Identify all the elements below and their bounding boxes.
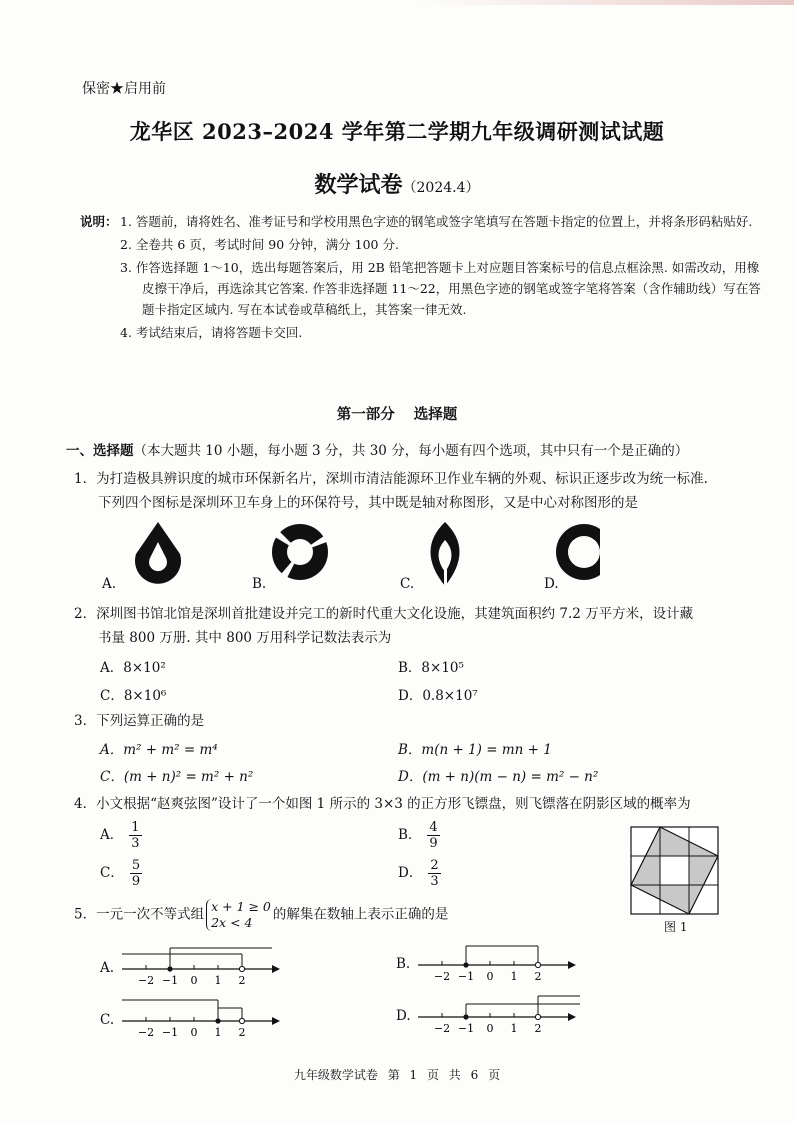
tick-label: 1 <box>510 970 518 983</box>
denominator: 3 <box>430 874 439 889</box>
tick-label: −1 <box>161 974 179 987</box>
numerator: 5 <box>131 858 141 873</box>
q4-option-d-label: D． <box>398 865 423 881</box>
question-1 <box>74 467 774 515</box>
denominator: 9 <box>429 836 438 851</box>
tick-label: 1 <box>510 1022 518 1035</box>
q5-option-d[interactable]: D. <box>396 1008 411 1024</box>
tick-label: 2 <box>534 1022 542 1035</box>
q1-option-d[interactable]: D. <box>544 576 559 592</box>
question-4 <box>74 792 784 816</box>
q4-option-b[interactable] <box>398 820 440 851</box>
question-5 <box>74 899 774 931</box>
symbol-a-teardrop-icon <box>135 522 181 584</box>
section-title: 第一部分 选择题 <box>336 406 458 423</box>
fraction <box>130 858 142 889</box>
inequality-system <box>206 899 271 931</box>
q3-option-d[interactable]: D．(m + n)(m − n) = m² − n² <box>398 769 599 785</box>
question-2 <box>74 602 774 650</box>
q5-option-c[interactable]: C. <box>100 1012 115 1028</box>
number-line-d <box>418 990 588 1036</box>
q4-option-c-label: C． <box>100 865 124 881</box>
symbol-b-trefoil-icon <box>270 524 332 584</box>
tick-label: −2 <box>137 1026 155 1039</box>
instruction-item: 1. 答题前，请将姓名、准考证号和学校用黑色字迹的钢笔或签字笔填写在答题卡指定的位置上，并将条形码粘贴好. <box>120 214 753 229</box>
question-1-symbols <box>100 518 600 590</box>
tick-label: −1 <box>457 970 475 983</box>
instruction-item: 2. 全卷共 6 页，考试时间 90 分钟，满分 100 分. <box>120 237 399 252</box>
q2-option-a[interactable]: A．8×10² <box>100 660 166 676</box>
subject-title: 数学试卷 <box>314 172 403 198</box>
number-line-c <box>122 994 282 1040</box>
part-description: （本大题共 10 小题，每小题 3 分，共 30 分，每小题有四个选项，其中只有一个是正确的） <box>133 443 689 459</box>
arrow-icon <box>272 1017 280 1025</box>
question-5-prefix: 5．一元一次不等式组 <box>74 906 205 923</box>
page-footer: 九年级数学试卷 第 1 页 共 6 页 <box>293 1068 501 1082</box>
q3-option-b[interactable]: B．m(n + 1) = mn + 1 <box>398 742 552 758</box>
confidential-label: 保密★启用前 <box>82 81 166 97</box>
inequality-1: x + 1 ≥ 0 <box>211 899 271 914</box>
symbol-d-ring-icon <box>556 524 600 580</box>
tick-label: −2 <box>433 1022 451 1035</box>
question-3 <box>74 709 774 733</box>
figure-1-caption: 图 1 <box>664 920 688 934</box>
q3-option-c[interactable]: C．(m + n)² = m² + n² <box>100 769 254 785</box>
number-line-b <box>418 938 588 984</box>
q1-option-a[interactable]: A. <box>102 576 117 592</box>
numerator: 2 <box>430 858 439 873</box>
q5-option-a[interactable]: A. <box>100 960 115 976</box>
exam-title: 龙华区 2023–2024 学年第二学期九年级调研测试试题 <box>129 119 665 144</box>
arrow-icon <box>568 961 576 969</box>
part-label: 一、选择题 <box>66 443 134 459</box>
instruction-item: 3. 作答选择题 1～10，选出每题答案后，用 2B 铅笔把答题卡上对应题目答案标号的信息点框涂黑. 如需改动，用橡皮擦干净后，再选涂其它答案. 作答非选择题 11～22，用黑色字迹的钢笔或签字笔将答案（含作辅助线）写在答题卡指定区域内. 写在本试卷或草稿纸上，其答案一律无效. <box>120 260 761 317</box>
q2-option-d[interactable]: D．0.8×10⁷ <box>398 688 478 704</box>
numerator: 4 <box>429 820 438 835</box>
q1-option-b[interactable]: B. <box>252 576 267 592</box>
tick-label: 1 <box>214 1026 222 1039</box>
q3-option-a[interactable]: A．m² + m² = m⁴ <box>100 742 218 758</box>
tick-label: 2 <box>534 970 542 983</box>
tick-label: 0 <box>486 970 494 983</box>
instructions-label: 说明： <box>80 214 118 229</box>
instructions <box>80 211 770 345</box>
tick-label: −1 <box>457 1022 475 1035</box>
fraction <box>129 820 141 851</box>
q4-option-b-label: B． <box>398 827 422 843</box>
question-3-line1: 3．下列运算正确的是 <box>74 713 205 729</box>
tick-label: 2 <box>238 974 246 987</box>
question-4-line1: 4．小文根据“赵爽弦图”设计了一个如图 1 所示的 3×3 的正方形飞镖盘，则飞镖落在阴影区域的概率为 <box>74 796 691 812</box>
numerator: 1 <box>131 820 140 835</box>
denominator: 3 <box>131 836 140 851</box>
question-2-line2: 书量 800 万册. 其中 800 万用科学记数法表示为 <box>98 630 392 646</box>
exam-date: （2024.4） <box>402 180 480 196</box>
tick-label: −2 <box>137 974 155 987</box>
fraction <box>427 820 439 851</box>
tick-label: 0 <box>190 974 198 987</box>
instruction-item: 4. 考试结束后，请将答题卡交回. <box>120 325 303 340</box>
denominator: 9 <box>131 874 141 889</box>
scan-edge-stripe <box>420 0 794 5</box>
arrow-icon <box>272 965 280 973</box>
fraction <box>428 858 440 889</box>
symbol-c-leaf-icon <box>431 522 460 588</box>
question-2-line1: 2．深圳图书馆北馆是深圳首批建设并完工的新时代重大文化设施，其建筑面积约 7.2 万平方米，设计藏 <box>74 606 694 622</box>
q5-option-b[interactable]: B. <box>396 956 411 972</box>
exam-subtitle <box>0 168 794 199</box>
number-line-a <box>122 942 282 988</box>
question-1-line2: 下列四个图标是深圳环卫车身上的环保符号，其中既是轴对称图形，又是中心对称图形的是 <box>98 495 638 511</box>
tick-label: 0 <box>486 1022 494 1035</box>
tick-label: −1 <box>161 1026 179 1039</box>
q4-option-a[interactable] <box>100 820 142 851</box>
q4-option-a-label: A． <box>100 827 124 843</box>
q2-option-c[interactable]: C．8×10⁶ <box>100 688 167 704</box>
question-5-suffix: 的解集在数轴上表示正确的是 <box>272 906 449 923</box>
tick-label: 2 <box>238 1026 246 1039</box>
q1-option-c[interactable]: C. <box>400 576 415 592</box>
inequality-2: 2x < 4 <box>211 915 253 930</box>
tick-label: 0 <box>190 1026 198 1039</box>
arrow-icon <box>568 1013 576 1021</box>
question-1-line1: 1．为打造极具辨识度的城市环保新名片，深圳市清洁能源环卫作业车辆的外观、标识正逐步改为统一标准. <box>74 471 708 487</box>
tick-label: −2 <box>433 970 451 983</box>
q4-option-c[interactable] <box>100 858 142 889</box>
q4-option-d[interactable] <box>398 858 441 889</box>
q2-option-b[interactable]: B．8×10⁵ <box>398 660 464 676</box>
tick-label: 1 <box>214 974 222 987</box>
part-heading <box>66 439 688 459</box>
